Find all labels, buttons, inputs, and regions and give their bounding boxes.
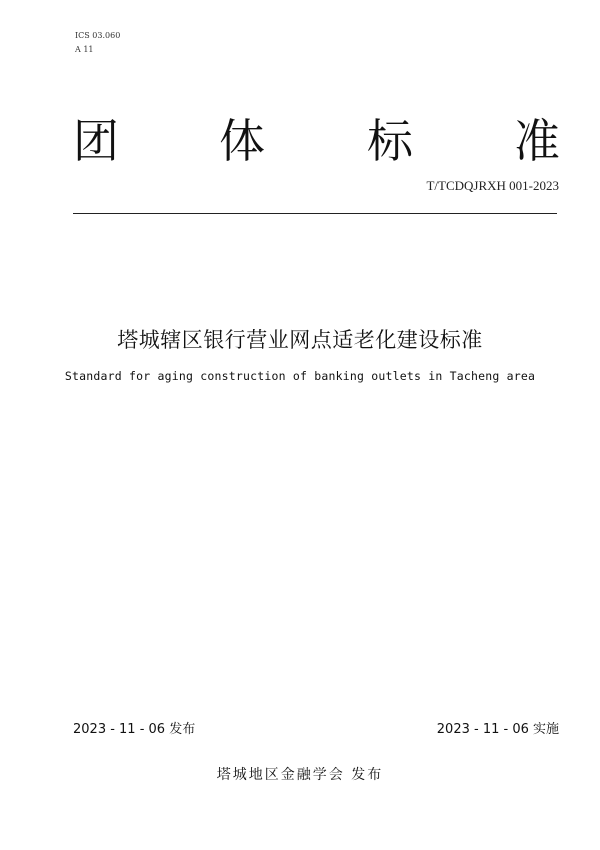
publish-date: 2023 - 11 - 06 发布 <box>73 722 196 737</box>
issuing-organization: 塔城地区金融学会 发布 <box>216 767 384 783</box>
document-title-cn: 塔城辖区银行营业网点适老化建设标准 <box>117 328 483 352</box>
ics-code: ICS 03.060 <box>75 31 121 40</box>
implement-date: 2023 - 11 - 06 实施 <box>436 722 559 737</box>
doc-type-char-1: 团 <box>73 114 119 168</box>
doc-type-char-4: 准 <box>514 114 560 168</box>
doc-type-char-3: 标 <box>367 114 413 168</box>
standard-number: T/TCDQJRXH 001-2023 <box>426 178 559 193</box>
header-divider <box>73 213 557 214</box>
doc-type-char-2: 体 <box>219 114 265 168</box>
classification-code: A 11 <box>75 45 94 54</box>
document-title-en: Standard for aging construction of banking outlets in Tacheng area <box>64 369 536 383</box>
